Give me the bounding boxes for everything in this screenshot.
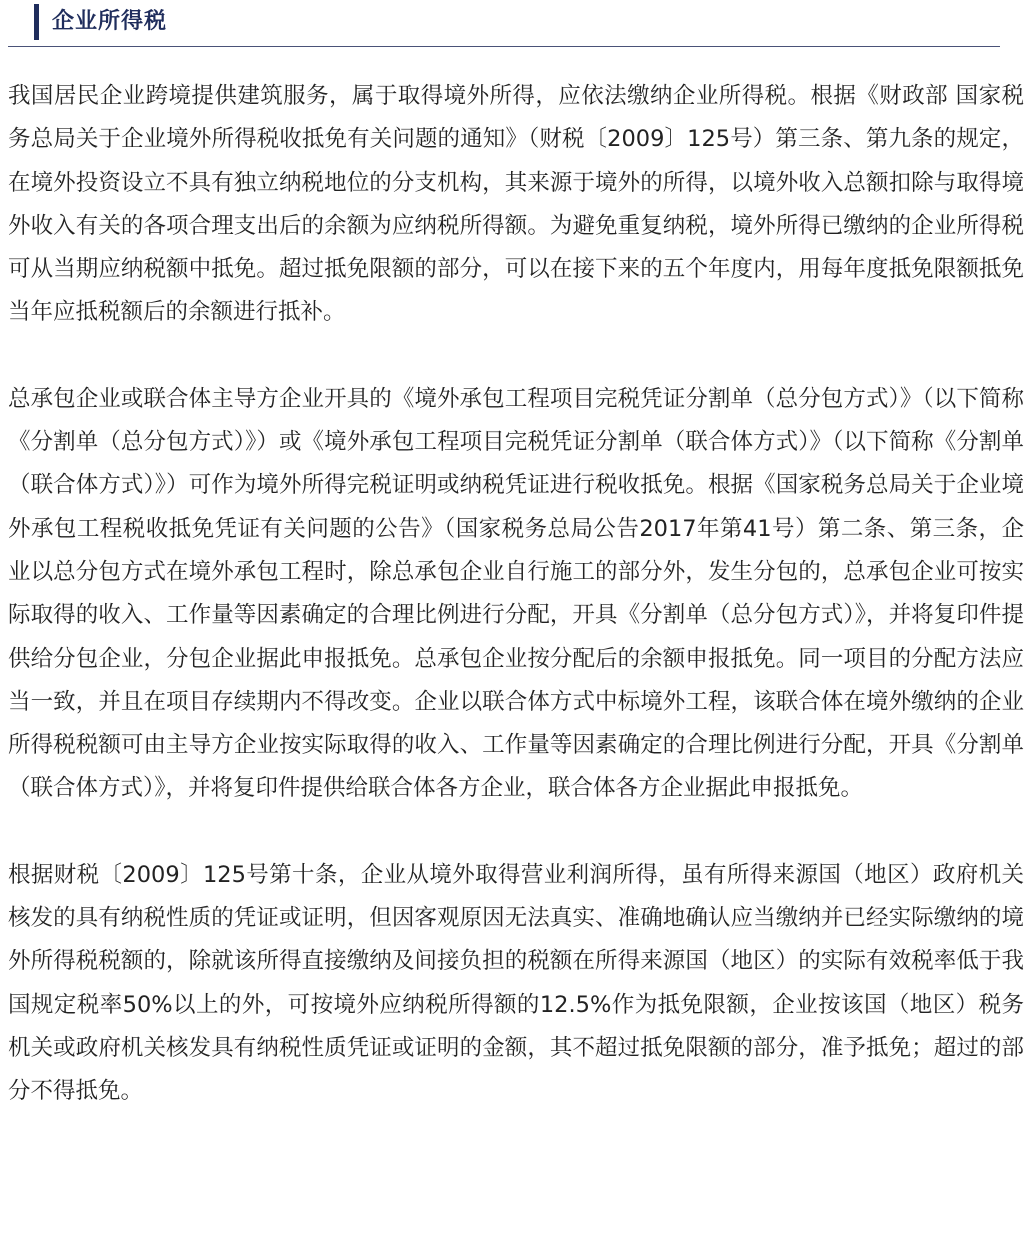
header-divider: [8, 46, 1000, 47]
paragraph-tax-certificate-split: 总承包企业或联合体主导方企业开具的《境外承包工程项目完税凭证分割单（总分包方式）》（以下简称《分割单（总分包方式）》）或《境外承包工程项目完税凭证分割单（联合体方式）》（以下简称《分割单（联合体方式）》）可作为境外所得完税证明或纳税凭证进行税收抵免。根据《国家税务总局关于企业境外承包工程税收抵免凭证有关问题的公告》（国家税务总局公告2017年第41号）第二条、第三条，企业以总分包方式在境外承包工程时，除总承包企业自行施工的部分外，发生分包的，总承包企业可按实际取得的收入、工作量等因素确定的合理比例进行分配，开具《分割单（总分包方式）》，并将复印件提供给分包企业，分包企业据此申报抵免。总承包企业按分配后的余额申报抵免。同一项目的分配方法应当一致，并且在项目存续期内不得改变。企业以联合体方式中标境外工程，该联合体在境外缴纳的企业所得税税额可由主导方企业按实际取得的收入、工作量等因素确定的合理比例进行分配，开具《分割单（联合体方式）》，并将复印件提供给联合体各方企业，联合体各方企业据此申报抵免。: [8, 385, 1024, 802]
header-accent-bar: [34, 4, 39, 40]
paragraph-foreign-income-tax: 我国居民企业跨境提供建筑服务，属于取得境外所得，应依法缴纳企业所得税。根据《财政部 国家税务总局关于企业境外所得税收抵免有关问题的通知》（财税〔2009〕125号）第三条、第九条的规定，在境外投资设立不具有独立纳税地位的分支机构，其来源于境外的所得，以境外收入总额扣除与取得境外收入有关的各项合理支出后的余额为应纳税所得额。为避免重复纳税，境外所得已缴纳的企业所得税可从当期应纳税额中抵免。超过抵免限额的部分，可以在接下来的五个年度内，用每年度抵免限额抵免当年应抵税额后的余额进行抵补。: [8, 83, 1024, 326]
section-header: [8, 0, 1000, 48]
article-body: [8, 75, 1024, 1114]
paragraph-credit-limit: 根据财税〔2009〕125号第十条，企业从境外取得营业利润所得，虽有所得来源国（地区）政府机关核发的具有纳税性质的凭证或证明，但因客观原因无法真实、准确地确认应当缴纳并已经实际缴纳的境外所得税税额的，除就该所得直接缴纳及间接负担的税额在所得来源国（地区）的实际有效税率低于我国规定税率50%以上的外，可按境外应纳税所得额的12.5%作为抵免限额，企业按该国（地区）税务机关或政府机关核发具有纳税性质凭证或证明的金额，其不超过抵免限额的部分，准予抵免；超过的部分不得抵免。: [8, 861, 1024, 1105]
section-title: 企业所得税: [52, 9, 168, 34]
